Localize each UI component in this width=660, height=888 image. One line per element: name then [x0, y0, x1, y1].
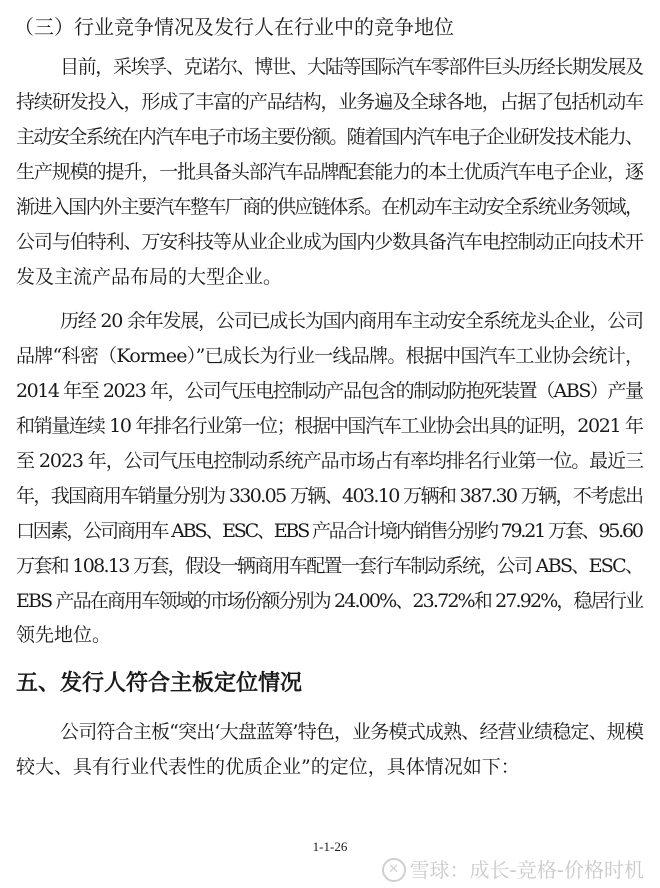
page-number: 1-1-26	[312, 839, 348, 854]
paragraph-line: 年，我国商用车销量分别为 330.05 万辆、403.10 万辆和 387.30 万辆，不考虑出	[16, 485, 643, 507]
paragraph-line: 领先地位。	[16, 624, 112, 646]
watermark	[382, 858, 644, 882]
paragraph-line: 公司与伯特利、万安科技等从业企业成为国内少数具备汽车电控制动正向技术开	[16, 231, 643, 253]
paragraph-line: 较大、具有行业代表性的优质企业”的定位，具体情况如下：	[16, 756, 520, 778]
paragraph-line: 历经 20 余年发展，公司已成长为国内商用车主动安全系统龙头企业，公司	[60, 310, 643, 332]
section-heading: （三）行业竞争情况及发行人在行业中的竞争地位	[14, 15, 454, 39]
paragraph-line: 2014 年至 2023 年，公司气压电控制动产品包含的制动防抱死装置（ABS）产量	[16, 380, 643, 402]
watermark-text: 雪球：成长-竞格-价格时机	[409, 858, 644, 882]
chapter-heading: 五、发行人符合主板定位情况	[16, 671, 303, 696]
paragraph-line: 品牌“科密（Kormee）”已成长为行业一线品牌。根据中国汽车工业协会统计，	[16, 345, 644, 367]
paragraph-line: 至 2023 年，公司气压电控制动系统产品市场占有率均排名行业第一位。最近三	[16, 450, 643, 472]
paragraph-line: 目前，采埃孚、克诺尔、博世、大陆等国际汽车零部件巨头历经长期发展及	[60, 56, 643, 78]
paragraph-line: EBS 产品在商用车领域的市场份额分别为 24.00%、23.72%和 27.92%，稳居行业	[16, 590, 643, 612]
paragraph-line: 和销量连续 10 年排名行业第一位；根据中国汽车工业协会出具的证明，2021 年	[16, 415, 643, 437]
snowball-logo-icon: ✕	[382, 858, 406, 882]
paragraph-line: 生产规模的提升，一批具备头部汽车品牌配套能力的本土优质汽车电子企业，逐	[16, 161, 643, 183]
paragraph-line: 万套和 108.13 万套，假设一辆商用车配置一套行车制动系统，公司 ABS、ESC、	[16, 555, 643, 577]
paragraph-line: 主动安全系统在内汽车电子市场主要份额。随着国内汽车电子企业研发技术能力、	[16, 126, 643, 148]
paragraph-line: 持续研发投入，形成了丰富的产品结构，业务遍及全球各地，占据了包括机动车	[16, 91, 643, 113]
paragraph-line: 公司符合主板“突出‘大盘蓝筹’特色，业务模式成熟、经营业绩稳定、规模	[60, 721, 644, 743]
paragraph-line: 渐进入国内外主要汽车整车厂商的供应链体系。在机动车主动安全系统业务领域，	[16, 196, 643, 218]
paragraph-line: 口因素，公司商用车 ABS、ESC、EBS 产品合计境内销售分别约 79.21 万套、95.60	[16, 520, 642, 542]
paragraph-line: 发及主流产品布局的大型企业。	[16, 266, 283, 288]
